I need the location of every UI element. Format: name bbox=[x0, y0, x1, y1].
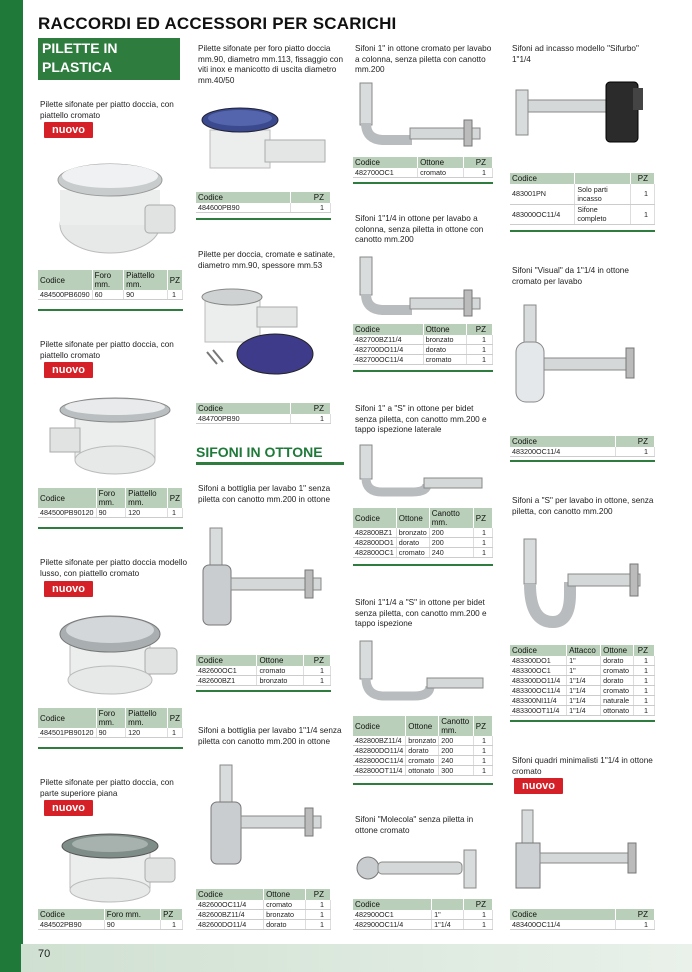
cell: 483300OC11/4 bbox=[510, 686, 567, 696]
cell: 1 bbox=[473, 548, 492, 558]
col-header: Codice bbox=[353, 508, 396, 528]
col-header: PZ bbox=[291, 192, 331, 203]
cell: 1" bbox=[567, 666, 601, 676]
product-table bbox=[510, 173, 655, 225]
cell: 200 bbox=[439, 736, 474, 746]
col-header: PZ bbox=[167, 708, 182, 728]
cell: Sifone completo bbox=[575, 204, 631, 224]
table-row bbox=[510, 686, 655, 696]
cell: 482600BZ11/4 bbox=[196, 910, 264, 920]
col-header: Piattello mm. bbox=[126, 708, 168, 728]
cell: 483300OC1 bbox=[510, 666, 567, 676]
col-header: Ottone bbox=[601, 645, 634, 656]
product-desc: Sifoni a "S" per lavabo in ottone, senza piletta, con canotto mm.200 bbox=[512, 496, 654, 516]
cell: 1 bbox=[634, 706, 655, 716]
cell: 484502PB90 bbox=[38, 920, 104, 930]
cell: 1 bbox=[306, 920, 331, 930]
col-header: PZ bbox=[631, 173, 655, 184]
product-table bbox=[353, 324, 493, 365]
cell: cromato bbox=[264, 900, 306, 910]
table-row bbox=[353, 746, 493, 756]
cell: cromato bbox=[423, 355, 467, 365]
col-header: Ottone bbox=[257, 655, 303, 666]
cell: 484500PB90120 bbox=[38, 508, 96, 518]
product-desc: Sifoni ad incasso modello "Sifurbo" 1"1/4 bbox=[512, 44, 639, 64]
cell: 120 bbox=[126, 728, 168, 738]
col-header: Codice bbox=[510, 909, 616, 920]
cell: 482800OT11/4 bbox=[353, 766, 406, 776]
cell: 1 bbox=[634, 656, 655, 666]
page-footer bbox=[0, 944, 692, 972]
product-desc: Sifoni "Molecola" senza piletta in ottone cromato bbox=[355, 815, 474, 835]
cell: 1 bbox=[473, 746, 492, 756]
cell: 483400OC11/4 bbox=[510, 920, 616, 930]
table-row bbox=[510, 706, 655, 716]
product-desc: Sifoni quadri minimalisti 1"1/4 in ottone cromato bbox=[512, 756, 653, 776]
product-table bbox=[510, 909, 655, 930]
table-row bbox=[196, 203, 331, 213]
cell: 1 bbox=[464, 168, 493, 178]
cell: bronzato bbox=[423, 335, 467, 345]
cell: cromato bbox=[257, 666, 303, 676]
cell: 482700OC1 bbox=[353, 168, 418, 178]
table-row bbox=[353, 920, 493, 930]
col-header: Ottone bbox=[396, 508, 429, 528]
divider bbox=[353, 564, 493, 566]
col-header: Codice bbox=[353, 157, 418, 168]
table-row bbox=[510, 920, 655, 930]
cell: 483001PN bbox=[510, 184, 575, 204]
cell: 484500PB6090 bbox=[38, 290, 92, 300]
cell: 1 bbox=[631, 184, 655, 204]
cell: ottonato bbox=[406, 766, 439, 776]
cell: 300 bbox=[439, 766, 474, 776]
cell: dorato bbox=[396, 538, 429, 548]
siphon-image bbox=[352, 252, 494, 322]
col-header: Ottone bbox=[264, 889, 306, 900]
col-header: Codice bbox=[510, 645, 567, 656]
product-desc: Sifoni 1" in ottone cromato per lavabo a colonna, senza piletta con canotto mm.200 bbox=[355, 44, 492, 74]
cell: 1 bbox=[306, 900, 331, 910]
product-desc: Pilette sifonate per piatto doccia modello lusso, con piattello cromato bbox=[40, 558, 188, 578]
cell: 483000OC11/4 bbox=[510, 204, 575, 224]
product-table bbox=[196, 192, 331, 213]
cell: 1 bbox=[467, 345, 493, 355]
cell: 1 bbox=[167, 728, 182, 738]
cell: 60 bbox=[92, 290, 124, 300]
cell: 482600DO11/4 bbox=[196, 920, 264, 930]
cell: 1" bbox=[567, 656, 601, 666]
cell: 1 bbox=[291, 203, 331, 213]
cell: 1 bbox=[634, 696, 655, 706]
cell: ottonato bbox=[601, 706, 634, 716]
table-row bbox=[38, 920, 183, 930]
cell: 200 bbox=[429, 538, 473, 548]
new-badge: nuovo bbox=[514, 778, 563, 794]
table-row bbox=[353, 528, 493, 538]
cell: dorato bbox=[423, 345, 467, 355]
cell: 482700OC11/4 bbox=[353, 355, 423, 365]
product-table bbox=[38, 488, 183, 518]
table-row bbox=[353, 538, 493, 548]
col-header: PZ bbox=[291, 403, 331, 414]
product-table bbox=[353, 899, 493, 930]
cell: bronzato bbox=[257, 676, 303, 686]
cell: 483300NI11/4 bbox=[510, 696, 567, 706]
table-row bbox=[196, 920, 331, 930]
siphon-image bbox=[352, 842, 494, 897]
cell: 484600PB90 bbox=[196, 203, 291, 213]
col-header: Codice bbox=[510, 436, 616, 447]
cell: 482800OC11/4 bbox=[353, 756, 406, 766]
cell: 1 bbox=[291, 414, 331, 424]
product-table bbox=[196, 655, 331, 686]
shower-drain-image bbox=[50, 608, 180, 703]
product-desc: Pilette sifonate per piatto doccia, con parte superiore piana bbox=[40, 778, 174, 798]
cell: 482600BZ1 bbox=[196, 676, 257, 686]
product-table bbox=[196, 889, 331, 930]
divider bbox=[353, 182, 493, 184]
siphon-image bbox=[508, 300, 653, 425]
section-title-sifoni-ottone: SIFONI IN OTTONE bbox=[196, 444, 344, 465]
divider bbox=[510, 230, 655, 232]
col-header: PZ bbox=[464, 899, 493, 910]
cell: 484501PB90120 bbox=[38, 728, 96, 738]
table-row bbox=[510, 666, 655, 676]
cell: 1 bbox=[464, 920, 493, 930]
table-row bbox=[353, 548, 493, 558]
siphon-image bbox=[508, 805, 653, 905]
cell: 1 bbox=[616, 447, 655, 457]
divider bbox=[510, 460, 655, 462]
col-header: Piattello mm. bbox=[124, 270, 168, 290]
table-row bbox=[510, 184, 655, 204]
cell: 483300DO1 bbox=[510, 656, 567, 666]
siphon-image bbox=[352, 440, 494, 505]
product-table bbox=[196, 403, 331, 424]
cell: 484700PB90 bbox=[196, 414, 291, 424]
product-desc: Pilette sifonate per piatto doccia, con piattello cromato bbox=[40, 100, 174, 120]
col-header bbox=[432, 899, 464, 910]
cell: cromato bbox=[601, 686, 634, 696]
col-header: Ottone bbox=[406, 716, 439, 736]
page-number: 70 bbox=[38, 948, 51, 960]
col-header: PZ bbox=[464, 157, 493, 168]
table-row bbox=[196, 414, 331, 424]
cell: dorato bbox=[601, 676, 634, 686]
col-header: PZ bbox=[473, 716, 492, 736]
cell: 1" bbox=[432, 910, 464, 920]
col-header: Codice bbox=[196, 655, 257, 666]
cell: Solo parti incasso bbox=[575, 184, 631, 204]
cell: 482800OC1 bbox=[353, 548, 396, 558]
table-row bbox=[353, 345, 493, 355]
col-header: PZ bbox=[303, 655, 330, 666]
cell: 483200OC11/4 bbox=[510, 447, 616, 457]
cell: cromato bbox=[406, 756, 439, 766]
cell: 483300OT11/4 bbox=[510, 706, 567, 716]
col-header: PZ bbox=[161, 909, 183, 920]
table-row bbox=[510, 447, 655, 457]
cell: 482800DO11/4 bbox=[353, 746, 406, 756]
cell: 200 bbox=[429, 528, 473, 538]
table-row bbox=[38, 508, 183, 518]
cell: cromato bbox=[601, 666, 634, 676]
cell: 1 bbox=[473, 736, 492, 746]
product-table bbox=[353, 157, 493, 178]
cell: 1 bbox=[634, 666, 655, 676]
cell: naturale bbox=[601, 696, 634, 706]
page-title: RACCORDI ED ACCESSORI PER SCARICHI bbox=[38, 14, 397, 33]
table-row bbox=[353, 756, 493, 766]
cell: 1"1/4 bbox=[567, 706, 601, 716]
cell: 1 bbox=[631, 204, 655, 224]
product-desc: Sifoni 1"1/4 in ottone per lavabo a colonna, senza piletta in ottone con canotto mm.200 bbox=[355, 214, 484, 244]
table-row bbox=[353, 335, 493, 345]
siphon-image bbox=[195, 520, 340, 650]
cell: cromato bbox=[396, 548, 429, 558]
col-header: PZ bbox=[634, 645, 655, 656]
cell: dorato bbox=[406, 746, 439, 756]
cell: 200 bbox=[439, 746, 474, 756]
col-header: PZ bbox=[306, 889, 331, 900]
cell: 1 bbox=[473, 756, 492, 766]
product-desc: Sifoni "Visual" da 1"1/4 in ottone cromato per lavabo bbox=[512, 266, 629, 286]
new-badge: nuovo bbox=[44, 581, 93, 597]
siphon-image bbox=[508, 534, 653, 634]
cell: 1 bbox=[634, 686, 655, 696]
divider bbox=[38, 747, 183, 749]
cell: dorato bbox=[601, 656, 634, 666]
col-header: Codice bbox=[38, 270, 92, 290]
cell: 1 bbox=[167, 508, 182, 518]
new-badge: nuovo bbox=[44, 800, 93, 816]
col-header: Codice bbox=[353, 716, 406, 736]
col-header: Canotto mm. bbox=[429, 508, 473, 528]
table-row bbox=[510, 676, 655, 686]
header-line-2: PER DOCCIA bbox=[42, 78, 130, 94]
shower-drain-image bbox=[50, 150, 180, 260]
cell: cromato bbox=[418, 168, 464, 178]
table-row bbox=[510, 204, 655, 224]
cell: 482900OC1 bbox=[353, 910, 432, 920]
cell: 1 bbox=[616, 920, 655, 930]
divider bbox=[38, 309, 183, 311]
divider bbox=[38, 527, 183, 529]
table-row bbox=[353, 910, 493, 920]
col-header: PZ bbox=[167, 488, 182, 508]
section-header-pilette bbox=[38, 38, 180, 94]
cell: 1 bbox=[467, 335, 493, 345]
product-desc: Sifoni 1" a "S" in ottone per bidet senza piletta, con canotto mm.200 e tappo ispezione laterale bbox=[355, 404, 487, 434]
col-header: Codice bbox=[38, 708, 96, 728]
divider bbox=[353, 370, 493, 372]
col-header: Foro mm. bbox=[92, 270, 124, 290]
cell: bronzato bbox=[264, 910, 306, 920]
divider bbox=[353, 783, 493, 785]
col-header: Foro mm. bbox=[96, 488, 126, 508]
shower-drain-image bbox=[195, 100, 340, 185]
col-header: Codice bbox=[353, 324, 423, 335]
product-desc: Sifoni a bottiglia per lavabo 1"1/4 senza piletta con canotto mm.200 in ottone bbox=[198, 726, 342, 746]
product-desc: Sifoni 1"1/4 a "S" in ottone per bidet senza piletta, con canotto mm.200 e tappo ispezione bbox=[355, 598, 487, 628]
product-table bbox=[38, 708, 183, 738]
cell: 1 bbox=[473, 766, 492, 776]
cell: 1 bbox=[303, 676, 330, 686]
cell: 90 bbox=[124, 290, 168, 300]
cell: 1 bbox=[306, 910, 331, 920]
product-table bbox=[353, 508, 493, 558]
cell: 482800BZ1 bbox=[353, 528, 396, 538]
col-header: Codice bbox=[38, 488, 96, 508]
cell: 1 bbox=[167, 290, 182, 300]
cell: 1 bbox=[473, 528, 492, 538]
col-header: Codice bbox=[196, 889, 264, 900]
shower-drain-image bbox=[50, 828, 180, 908]
cell: 90 bbox=[96, 728, 126, 738]
col-header: PZ bbox=[467, 324, 493, 335]
col-header: Canotto mm. bbox=[439, 716, 474, 736]
cell: 482600OC11/4 bbox=[196, 900, 264, 910]
cell: 1 bbox=[161, 920, 183, 930]
table-row bbox=[196, 900, 331, 910]
table-row bbox=[196, 676, 331, 686]
siphon-image bbox=[195, 760, 340, 885]
table-row bbox=[353, 766, 493, 776]
product-table bbox=[510, 645, 655, 716]
table-row bbox=[38, 728, 183, 738]
cell: 1"1/4 bbox=[432, 920, 464, 930]
col-header: PZ bbox=[473, 508, 492, 528]
divider bbox=[196, 690, 331, 692]
shower-drain-image bbox=[45, 390, 180, 485]
col-header bbox=[575, 173, 631, 184]
cell: 1"1/4 bbox=[567, 686, 601, 696]
col-header: Attacco bbox=[567, 645, 601, 656]
col-header: Foro mm. bbox=[104, 909, 160, 920]
cell: 483300DO11/4 bbox=[510, 676, 567, 686]
table-row bbox=[196, 910, 331, 920]
cell: 482700BZ11/4 bbox=[353, 335, 423, 345]
cell: 1 bbox=[473, 538, 492, 548]
footer-band bbox=[0, 944, 692, 972]
product-desc: Sifoni a bottiglia per lavabo 1" senza piletta con canotto mm.200 in ottone bbox=[198, 484, 331, 504]
siphon-image bbox=[352, 78, 494, 153]
table-row bbox=[353, 355, 493, 365]
table-row bbox=[510, 656, 655, 666]
col-header: PZ bbox=[616, 909, 655, 920]
cell: bronzato bbox=[396, 528, 429, 538]
shower-drain-image bbox=[195, 282, 340, 382]
col-header: PZ bbox=[167, 270, 182, 290]
table-row bbox=[353, 736, 493, 746]
col-header: Ottone bbox=[423, 324, 467, 335]
cell: 240 bbox=[429, 548, 473, 558]
divider bbox=[510, 720, 655, 722]
cell: 90 bbox=[104, 920, 160, 930]
divider bbox=[196, 218, 331, 220]
product-table bbox=[38, 270, 183, 300]
product-desc: Pilette sifonate per foro piatto doccia mm.90, diametro mm.113, fissaggio con viti inox e manicotto di uscita diametro mm.40/50 bbox=[198, 44, 344, 85]
col-header: Ottone bbox=[418, 157, 464, 168]
cell: 1"1/4 bbox=[567, 696, 601, 706]
cell: 482900OC11/4 bbox=[353, 920, 432, 930]
cell: 240 bbox=[439, 756, 474, 766]
cell: 482800DO1 bbox=[353, 538, 396, 548]
col-header: Codice bbox=[353, 899, 432, 910]
cell: 1 bbox=[464, 910, 493, 920]
col-header: Codice bbox=[196, 403, 291, 414]
product-desc: Pilette per doccia, cromate e satinate, diametro mm.90, spessore mm.53 bbox=[198, 250, 335, 270]
new-badge: nuovo bbox=[44, 122, 93, 138]
col-header: Codice bbox=[196, 192, 291, 203]
product-table bbox=[510, 436, 655, 457]
cell: 1"1/4 bbox=[567, 676, 601, 686]
cell: 1 bbox=[303, 666, 330, 676]
cell: dorato bbox=[264, 920, 306, 930]
table-row bbox=[38, 290, 183, 300]
cell: 482600OC1 bbox=[196, 666, 257, 676]
cell: bronzato bbox=[406, 736, 439, 746]
product-table bbox=[38, 909, 183, 930]
cell: 120 bbox=[126, 508, 168, 518]
cell: 482800BZ11/4 bbox=[353, 736, 406, 746]
cell: 1 bbox=[467, 355, 493, 365]
table-row bbox=[353, 168, 493, 178]
cell: 90 bbox=[96, 508, 126, 518]
cell: 1 bbox=[634, 676, 655, 686]
col-header: Codice bbox=[38, 909, 104, 920]
left-green-band bbox=[0, 0, 23, 972]
new-badge: nuovo bbox=[44, 362, 93, 378]
col-header: PZ bbox=[616, 436, 655, 447]
siphon-image bbox=[352, 636, 494, 708]
product-table bbox=[353, 716, 493, 776]
col-header: Codice bbox=[510, 173, 575, 184]
product-desc: Pilette sifonate per piatto doccia, con piattello cromato bbox=[40, 340, 174, 360]
cell: 482700DO11/4 bbox=[353, 345, 423, 355]
header-line-1: PILETTE IN PLASTICA bbox=[42, 40, 118, 75]
table-row bbox=[196, 666, 331, 676]
table-row bbox=[510, 696, 655, 706]
col-header: Foro mm. bbox=[96, 708, 126, 728]
siphon-image bbox=[508, 70, 653, 170]
col-header: Piattello mm. bbox=[126, 488, 168, 508]
